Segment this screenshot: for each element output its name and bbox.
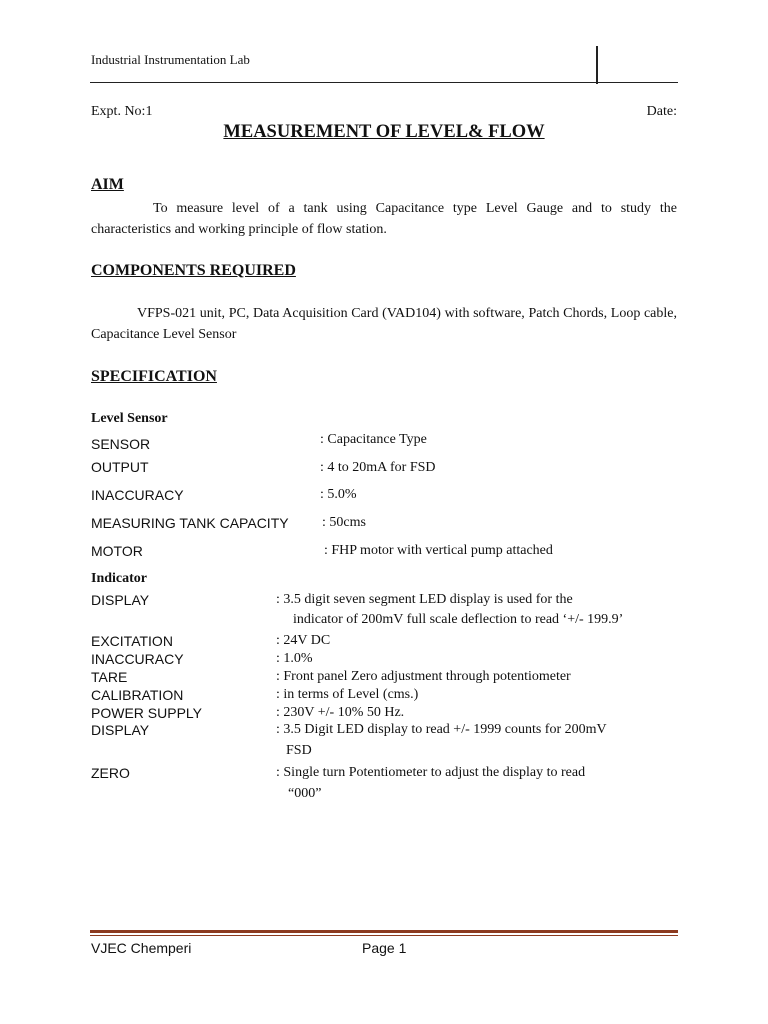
ind-value-inaccuracy: : 1.0% (276, 651, 313, 666)
specification-heading: SPECIFICATION (91, 368, 217, 385)
header-lab-name: Industrial Instrumentation Lab (91, 52, 250, 67)
header-divider-vertical (596, 46, 598, 84)
ind-value-zero: : Single turn Potentiometer to adjust the display to read (276, 765, 586, 780)
spec-value-motor: : FHP motor with vertical pump attached (324, 543, 553, 558)
spec-value-inaccuracy: : 5.0% (320, 487, 357, 502)
spec-label-tank-capacity: MEASURING TANK CAPACITY (91, 515, 289, 531)
spec-value-output: : 4 to 20mA for FSD (320, 460, 436, 475)
footer-rule-thin (90, 935, 678, 936)
components-text: VFPS-021 unit, PC, Data Acquisition Card (VAD104) with software, Patch Chords, Loop cable, Capacitance Level Sensor (91, 306, 677, 342)
ind-label-power-supply: POWER SUPPLY (91, 705, 202, 721)
header-divider (90, 82, 678, 83)
page-title: MEASUREMENT OF LEVEL& FLOW (223, 122, 545, 142)
ind-value-zero-cont: “000” (288, 786, 322, 801)
ind-value-display-2: : 3.5 Digit LED display to read +/- 1999 counts for 200mV (276, 722, 607, 737)
spec-value-sensor: : Capacitance Type (320, 432, 427, 447)
ind-label-excitation: EXCITATION (91, 633, 173, 649)
ind-value-display: : 3.5 digit seven segment LED display is used for the (276, 592, 573, 607)
footer-institution: VJEC Chemperi (91, 940, 192, 956)
spec-label-output: OUTPUT (91, 459, 149, 475)
ind-label-inaccuracy: INACCURACY (91, 651, 184, 667)
ind-label-tare: TARE (91, 669, 128, 685)
expt-number: Expt. No:1 (91, 104, 153, 119)
ind-value-excitation: : 24V DC (276, 633, 331, 648)
ind-value-calibration: : in terms of Level (cms.) (276, 687, 419, 702)
ind-label-calibration: CALIBRATION (91, 687, 184, 703)
spec-label-inaccuracy: INACCURACY (91, 487, 184, 503)
aim-heading: AIM (91, 176, 124, 193)
footer-page-number: Page 1 (362, 940, 407, 956)
spec-label-motor: MOTOR (91, 543, 143, 559)
spec-label-sensor: SENSOR (91, 436, 151, 452)
indicator-heading: Indicator (91, 571, 147, 586)
date-label: Date: (646, 104, 677, 119)
ind-value-display-2-cont: FSD (286, 743, 312, 758)
footer-rule-thick (90, 930, 678, 933)
level-sensor-heading: Level Sensor (91, 411, 168, 426)
ind-value-tare: : Front panel Zero adjustment through potentiometer (276, 669, 571, 684)
ind-value-power-supply: : 230V +/- 10% 50 Hz. (276, 705, 405, 720)
components-heading: COMPONENTS REQUIRED (91, 262, 296, 279)
ind-value-display-cont: indicator of 200mV full scale deflection to read ‘+/- 199.9’ (293, 612, 624, 627)
ind-label-display: DISPLAY (91, 592, 150, 608)
ind-label-zero: ZERO (91, 765, 130, 781)
spec-value-tank-capacity: : 50cms (322, 515, 366, 530)
ind-label-display-2: DISPLAY (91, 722, 150, 738)
aim-text: To measure level of a tank using Capacitance type Level Gauge and to study the characteristics and working principle of flow station. (91, 201, 677, 237)
